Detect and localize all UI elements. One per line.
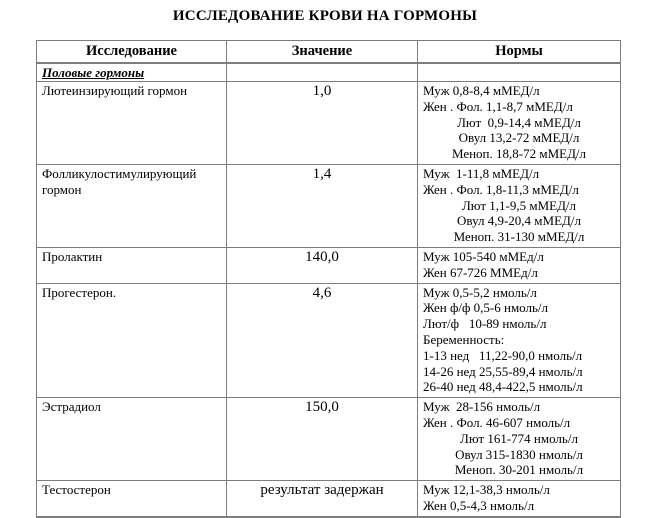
norms-cell — [418, 481, 621, 517]
section-label-cell — [37, 63, 227, 82]
norm-line: Меноп. 30-201 нмоль/л — [454, 462, 584, 478]
value-cell: 140,0 — [227, 247, 418, 283]
value-cell: результат задержан — [227, 481, 418, 517]
norms-cell — [418, 247, 621, 283]
norms-cell — [418, 82, 621, 165]
norm-line: Муж 0,8-8,4 мМЕД/л — [423, 83, 540, 98]
table-row — [37, 481, 621, 517]
norm-line: Лют 0,9-14,4 мМЕД/л — [457, 114, 581, 130]
norm-line: Муж 0,5-5,2 нмоль/л — [423, 284, 537, 300]
norm-line: Беременность: — [423, 331, 505, 347]
test-name-cell: Эстрадиол — [37, 398, 227, 481]
empty-cell — [227, 63, 418, 82]
norm-line: Меноп. 18,8-72 мМЕД/л — [451, 146, 587, 162]
section-label: Половые гормоны — [42, 65, 145, 80]
column-header-test: Исследование — [37, 41, 227, 64]
hormone-results-table — [36, 40, 621, 518]
empty-cell — [418, 63, 621, 82]
norm-line: Муж 28-156 нмоль/л — [423, 399, 541, 415]
test-name-cell: Фолликулостимулирующий гормон — [37, 164, 227, 247]
norm-line: Муж 12,1-38,3 нмоль/л — [423, 482, 550, 498]
norms-cell — [418, 164, 621, 247]
value-cell: 150,0 — [227, 398, 418, 481]
page-title: ИССЛЕДОВАНИЕ КРОВИ НА ГОРМОНЫ — [172, 8, 478, 24]
norm-line: Жен . Фол. 1,1-8,7 мМЕД/л — [423, 98, 573, 114]
column-header-norms: Нормы — [418, 41, 621, 64]
norms-cell — [418, 283, 621, 398]
norms-cell — [418, 398, 621, 481]
header-row — [37, 41, 621, 64]
value-cell: 1,0 — [227, 82, 418, 165]
table-row — [37, 283, 621, 398]
norm-line: Жен . Фол. 46-607 нмоль/л — [423, 414, 571, 430]
norm-line: 1-13 нед 11,22-90,0 нмоль/л — [423, 347, 583, 363]
value-cell: 4,6 — [227, 283, 418, 398]
test-name-cell: Лютеинзирующий гормон — [37, 82, 227, 165]
norm-line: Муж 105-540 мМЕд/л — [423, 248, 544, 264]
table-row — [37, 247, 621, 283]
norm-line: Лют 161-774 нмоль/л — [460, 430, 578, 446]
norm-line: Лют/ф 10-89 нмоль/л — [423, 316, 547, 332]
column-header-value: Значение — [227, 41, 418, 64]
norm-line: Жен . Фол. 1,8-11,3 мМЕД/л — [423, 181, 579, 197]
norm-line: 14-26 нед 25,55-89,4 нмоль/л — [423, 363, 583, 379]
norm-line: 26-40 нед 48,4-422,5 нмоль/л — [423, 379, 583, 395]
norm-line: Овул 13,2-72 мМЕД/л — [458, 130, 580, 146]
norm-line: Муж 1-11,8 мМЕД/л — [423, 165, 540, 181]
norm-line: Меноп. 31-130 мМЕД/л — [453, 229, 585, 245]
test-name-cell: Прогестерон. — [37, 283, 227, 398]
table-row — [37, 164, 621, 247]
norm-line: Жен 0,5-4,3 нмоль/л — [423, 497, 535, 513]
norm-line: Жен ф/ф 0,5-6 нмоль/л — [423, 300, 549, 316]
table-row — [37, 398, 621, 481]
norm-line: Жен 67-726 ММЕд/л — [423, 264, 538, 280]
section-row — [37, 63, 621, 82]
norm-line: Лют 1,1-9,5 мМЕД/л — [461, 197, 577, 213]
value-cell: 1,4 — [227, 164, 418, 247]
norm-line: Овул 315-1830 нмоль/л — [455, 446, 583, 462]
table-row — [37, 82, 621, 165]
test-name-cell: Пролактин — [37, 247, 227, 283]
test-name-cell: Тестостерон — [37, 481, 227, 517]
norm-line: Овул 4,9-20,4 мМЕД/л — [456, 213, 582, 229]
